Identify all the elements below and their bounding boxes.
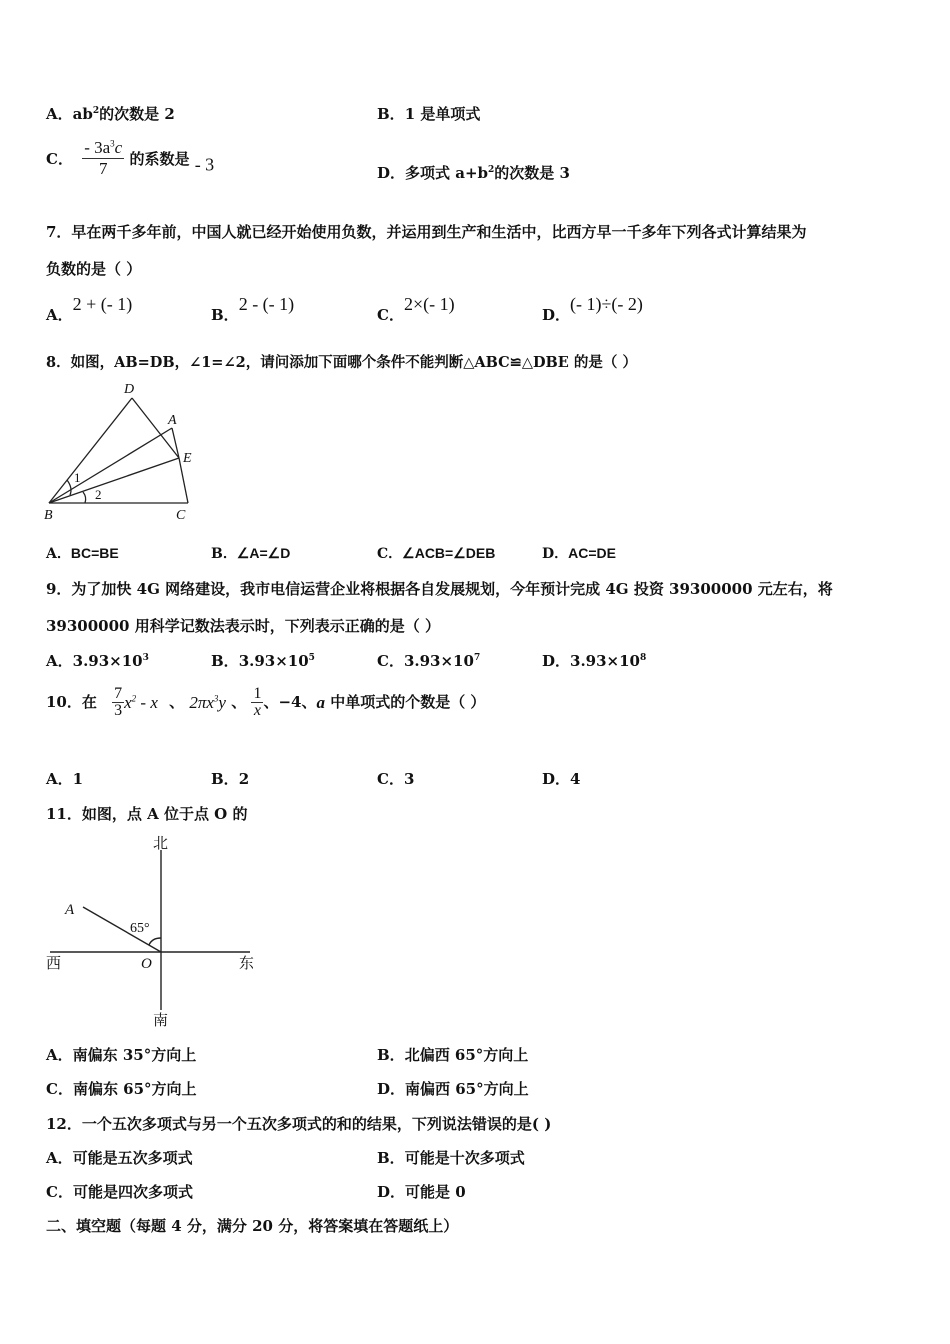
q7-stem-line1: 7．早在两千多年前，中国人就已经开始使用负数，并运用到生产和生活中，比西方早一千多年下列各式计算结果为 <box>46 223 807 241</box>
q7-option-c: C．2×(- 1) <box>377 294 455 324</box>
q11-stem: 11．如图，点 A 位于点 O 的 <box>46 805 248 823</box>
q6-option-c: C． $\frac{- 3a^3c}{7}$ 的系数是 - 3 <box>46 138 215 178</box>
q11-option-d: D．南偏西 65°方向上 <box>377 1080 529 1098</box>
label-e: E <box>183 451 192 466</box>
q11-option-b: B．北偏西 65°方向上 <box>377 1046 529 1064</box>
q10-fraction-1-x: $\frac{1}{x}$ <box>253 685 262 719</box>
q7-option-a: A．2 + (- 1) <box>46 294 133 324</box>
label-d: D <box>124 382 135 397</box>
label-south: 南 <box>153 1013 169 1029</box>
q9-option-a: A．$3.93\times 10^3$ <box>46 652 149 670</box>
q10-option-d: D．4 <box>542 770 581 788</box>
q11-direction-figure <box>40 830 265 1030</box>
seg-bd <box>49 398 132 503</box>
q9-stem-line2: 39300000 用科学记数法表示时，下列表示正确的是（ ） <box>46 617 440 635</box>
label-point-o: O <box>141 956 152 972</box>
q12-option-d: D．可能是 0 <box>377 1183 466 1201</box>
q9-option-c: C．$3.93\times 10^7$ <box>377 652 481 670</box>
q8-option-b: B．∠A=∠D <box>211 545 291 562</box>
angle-arc <box>149 938 161 945</box>
q7-stem-line2: 负数的是（ ） <box>46 260 142 278</box>
q10-fraction-7-3: $\frac{7}{3}$ <box>114 685 123 719</box>
label-point-a: A <box>65 902 75 918</box>
q12-stem: 12．一个五次多项式与另一个五次多项式的和的结果，下列说法错误的是( ) <box>46 1115 552 1133</box>
q8-option-a: A．BC=BE <box>46 545 119 562</box>
label-west: 西 <box>46 956 62 972</box>
label-angle1: 1 <box>74 470 81 485</box>
q7-option-b: B．2 - (- 1) <box>211 294 295 324</box>
q6-option-a: A．$ab^2$的次数是 2 <box>46 105 175 123</box>
q6-option-b: B．1 是单项式 <box>377 105 481 123</box>
label-c: C <box>176 508 186 523</box>
q9-option-b: B．$3.93\times 10^5$ <box>211 652 315 670</box>
q8-stem: 8．如图，AB=DB，∠1=∠2，请问添加下面哪个条件不能判断△ABC≌△DBE 的是（ ） <box>46 354 637 371</box>
label-a: A <box>168 413 177 428</box>
q10-option-a: A．1 <box>46 770 84 788</box>
q8-triangle-figure <box>40 378 200 524</box>
label-angle-65: 65° <box>130 921 150 936</box>
section-2-heading: 二、填空题（每题 4 分，满分 20 分，将答案填在答题纸上） <box>46 1217 459 1235</box>
q8-option-d: D．AC=DE <box>542 545 616 562</box>
q9-option-d: D．$3.93\times 10^8$ <box>542 652 647 670</box>
q7-option-d: D．(- 1)÷(- 2) <box>542 294 643 324</box>
q8-option-c: C．∠ACB=∠DEB <box>377 545 496 562</box>
q12-option-c: C．可能是四次多项式 <box>46 1183 193 1201</box>
label-b: B <box>44 508 53 523</box>
label-north: 北 <box>153 836 169 852</box>
q12-option-b: B．可能是十次多项式 <box>377 1149 525 1167</box>
q6-option-d: D．多项式 $a+b^2$的次数是 3 <box>377 164 570 182</box>
angle2-arc <box>83 492 86 503</box>
angle1-arc <box>67 480 71 495</box>
q10-stem: 10．在 $\frac{7}{3}$ $x^2$ - x 、 $2\pi x^3y$ 、 $\frac{1}{x}$ 、−4、a 中单项式的个数是（ ） <box>46 685 486 719</box>
seg-ba <box>49 428 172 503</box>
seg-be <box>49 458 179 503</box>
q9-stem-line1: 9．为了加快 4G 网络建设，我市电信运营企业将根据各自发展规划，今年预计完成 4G 投资 39300000 元左右，将 <box>46 580 833 598</box>
q10-option-b: B．2 <box>211 770 250 788</box>
label-angle2: 2 <box>95 487 102 502</box>
q11-option-a: A．南偏东 35°方向上 <box>46 1046 197 1064</box>
q11-option-c: C．南偏东 65°方向上 <box>46 1080 197 1098</box>
q6-fraction: $\frac{- 3a^3c}{7}$ <box>84 138 123 178</box>
q12-option-a: A．可能是五次多项式 <box>46 1149 193 1167</box>
label-east: 东 <box>239 956 255 972</box>
q10-option-c: C．3 <box>377 770 415 788</box>
